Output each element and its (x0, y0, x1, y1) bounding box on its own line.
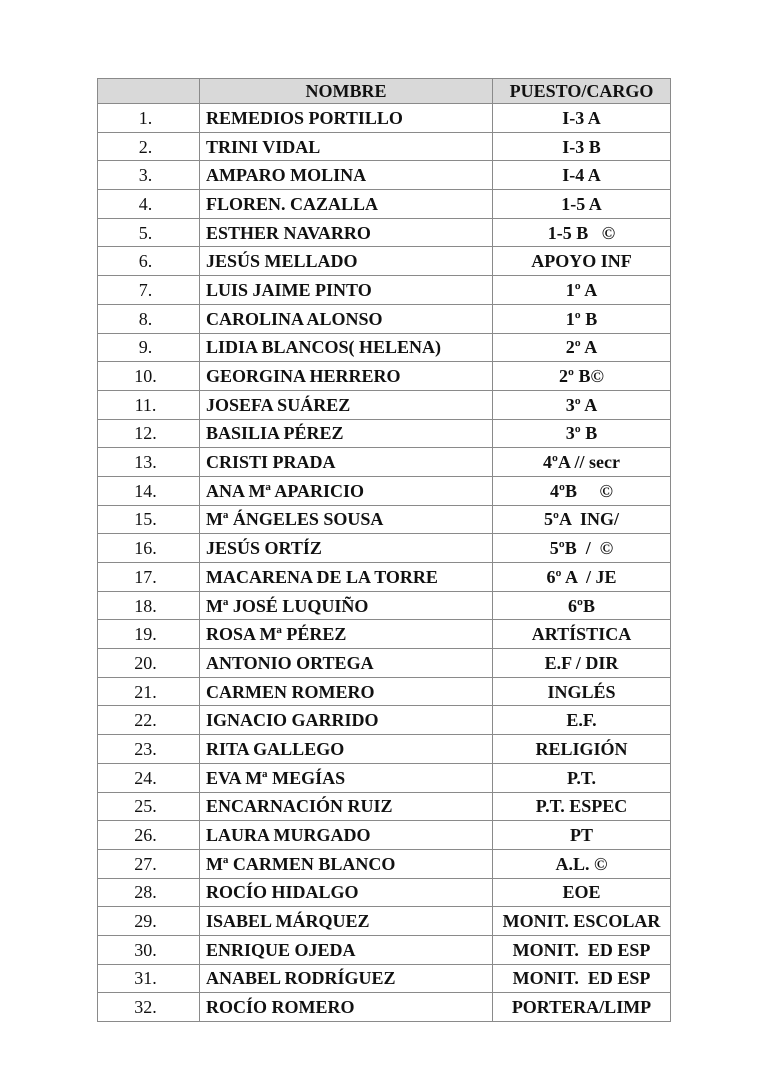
table-row (98, 878, 671, 907)
row-name: AMPARO MOLINA (200, 161, 493, 190)
table-row (98, 591, 671, 620)
row-name: IGNACIO GARRIDO (200, 706, 493, 735)
table-row (98, 620, 671, 649)
table-row (98, 735, 671, 764)
table-row (98, 161, 671, 190)
row-name: LIDIA BLANCOS( HELENA) (200, 333, 493, 362)
header-name: NOMBRE (200, 79, 493, 104)
row-number: 11. (98, 390, 200, 419)
row-name: ANA Mª APARICIO (200, 476, 493, 505)
row-cargo: 4ºA // secr (493, 448, 671, 477)
header-cargo: PUESTO/CARGO (493, 79, 671, 104)
table-row (98, 505, 671, 534)
table-row (98, 390, 671, 419)
table-row (98, 476, 671, 505)
row-cargo: I-3 A (493, 104, 671, 133)
row-name: CARMEN ROMERO (200, 677, 493, 706)
row-cargo: I-4 A (493, 161, 671, 190)
row-name: ENRIQUE OJEDA (200, 935, 493, 964)
row-number: 8. (98, 304, 200, 333)
table-row (98, 247, 671, 276)
row-name: ANABEL RODRÍGUEZ (200, 964, 493, 993)
row-number: 22. (98, 706, 200, 735)
row-cargo: E.F / DIR (493, 649, 671, 678)
row-number: 20. (98, 649, 200, 678)
row-number: 19. (98, 620, 200, 649)
table-row (98, 333, 671, 362)
row-cargo: P.T. ESPEC (493, 792, 671, 821)
row-number: 4. (98, 190, 200, 219)
row-name: REMEDIOS PORTILLO (200, 104, 493, 133)
row-number: 1. (98, 104, 200, 133)
row-name: EVA Mª MEGÍAS (200, 763, 493, 792)
row-number: 16. (98, 534, 200, 563)
row-name: CRISTI PRADA (200, 448, 493, 477)
row-cargo: 6º A / JE (493, 563, 671, 592)
row-number: 23. (98, 735, 200, 764)
row-cargo: 3º B (493, 419, 671, 448)
row-name: ANTONIO ORTEGA (200, 649, 493, 678)
row-name: LUIS JAIME PINTO (200, 276, 493, 305)
row-cargo: MONIT. ED ESP (493, 935, 671, 964)
row-name: ROCÍO ROMERO (200, 993, 493, 1022)
row-number: 21. (98, 677, 200, 706)
table-row (98, 104, 671, 133)
row-name: JOSEFA SUÁREZ (200, 390, 493, 419)
row-name: FLOREN. CAZALLA (200, 190, 493, 219)
table-row (98, 276, 671, 305)
row-number: 3. (98, 161, 200, 190)
table-row (98, 132, 671, 161)
table-row (98, 907, 671, 936)
header-number (98, 79, 200, 104)
row-cargo: 5ºB / © (493, 534, 671, 563)
row-name: TRINI VIDAL (200, 132, 493, 161)
row-number: 27. (98, 849, 200, 878)
table-row (98, 362, 671, 391)
row-number: 2. (98, 132, 200, 161)
table-row (98, 993, 671, 1022)
row-cargo: MONIT. ED ESP (493, 964, 671, 993)
row-name: ISABEL MÁRQUEZ (200, 907, 493, 936)
table-row (98, 534, 671, 563)
row-cargo: PORTERA/LIMP (493, 993, 671, 1022)
row-number: 24. (98, 763, 200, 792)
row-name: GEORGINA HERRERO (200, 362, 493, 391)
row-cargo: PT (493, 821, 671, 850)
row-name: Mª ÁNGELES SOUSA (200, 505, 493, 534)
row-name: Mª CARMEN BLANCO (200, 849, 493, 878)
table-row (98, 304, 671, 333)
row-name: ROSA Mª PÉREZ (200, 620, 493, 649)
row-cargo: ARTÍSTICA (493, 620, 671, 649)
row-name: JESÚS ORTÍZ (200, 534, 493, 563)
row-name: BASILIA PÉREZ (200, 419, 493, 448)
table-row (98, 419, 671, 448)
table-row (98, 706, 671, 735)
row-cargo: 6ºB (493, 591, 671, 620)
row-cargo: 3º A (493, 390, 671, 419)
row-cargo: APOYO INF (493, 247, 671, 276)
table-row (98, 792, 671, 821)
table-row (98, 821, 671, 850)
row-cargo: 2º B© (493, 362, 671, 391)
table-row (98, 849, 671, 878)
row-cargo: 4ºB © (493, 476, 671, 505)
row-number: 25. (98, 792, 200, 821)
row-name: ESTHER NAVARRO (200, 218, 493, 247)
row-cargo: 1º B (493, 304, 671, 333)
row-number: 30. (98, 935, 200, 964)
table-row (98, 218, 671, 247)
row-number: 26. (98, 821, 200, 850)
row-number: 31. (98, 964, 200, 993)
row-name: ENCARNACIÓN RUIZ (200, 792, 493, 821)
row-number: 9. (98, 333, 200, 362)
row-cargo: E.F. (493, 706, 671, 735)
table-row (98, 935, 671, 964)
row-number: 5. (98, 218, 200, 247)
row-cargo: 1-5 B © (493, 218, 671, 247)
row-cargo: RELIGIÓN (493, 735, 671, 764)
row-number: 29. (98, 907, 200, 936)
row-cargo: A.L. © (493, 849, 671, 878)
row-number: 6. (98, 247, 200, 276)
row-cargo: MONIT. ESCOLAR (493, 907, 671, 936)
table-row (98, 964, 671, 993)
row-name: MACARENA DE LA TORRE (200, 563, 493, 592)
row-cargo: 1º A (493, 276, 671, 305)
row-name: JESÚS MELLADO (200, 247, 493, 276)
row-number: 17. (98, 563, 200, 592)
row-number: 7. (98, 276, 200, 305)
row-cargo: 2º A (493, 333, 671, 362)
row-number: 18. (98, 591, 200, 620)
row-name: LAURA MURGADO (200, 821, 493, 850)
table-row (98, 563, 671, 592)
row-number: 32. (98, 993, 200, 1022)
row-name: CAROLINA ALONSO (200, 304, 493, 333)
staff-table (97, 78, 671, 1022)
row-name: Mª JOSÉ LUQUIÑO (200, 591, 493, 620)
table-row (98, 190, 671, 219)
row-number: 12. (98, 419, 200, 448)
table-row (98, 448, 671, 477)
table-header-row (98, 79, 671, 104)
row-number: 14. (98, 476, 200, 505)
row-cargo: EOE (493, 878, 671, 907)
row-cargo: 5ºA ING/ (493, 505, 671, 534)
row-cargo: INGLÉS (493, 677, 671, 706)
row-number: 13. (98, 448, 200, 477)
row-cargo: I-3 B (493, 132, 671, 161)
row-name: ROCÍO HIDALGO (200, 878, 493, 907)
row-number: 15. (98, 505, 200, 534)
table-row (98, 763, 671, 792)
row-name: RITA GALLEGO (200, 735, 493, 764)
row-cargo: 1-5 A (493, 190, 671, 219)
row-number: 10. (98, 362, 200, 391)
row-number: 28. (98, 878, 200, 907)
table-row (98, 649, 671, 678)
table-row (98, 677, 671, 706)
row-cargo: P.T. (493, 763, 671, 792)
